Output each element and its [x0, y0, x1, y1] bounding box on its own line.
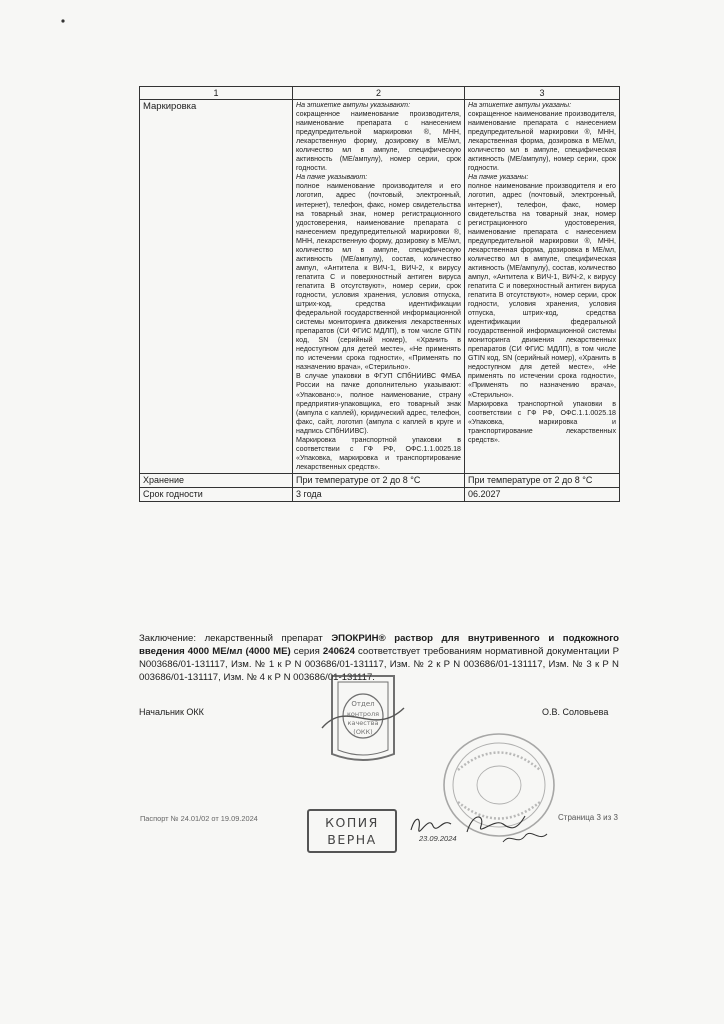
spec-packer-text: В случае упаковки в ФГУП СПбНИИВС ФМБА России на пачке дополнительно указывают: «Упаковано:», полное наименование, страну предприятия-упаковщика, его товарный знак (ампула с каплей), юридический адрес, телефон, факс, сайт, логотип (ампула с каплей в круге и надпись СПбНИИВС). — [296, 372, 461, 435]
spec-pack-title: На пачке указывают: — [296, 173, 368, 182]
marking-fact-cell — [465, 100, 620, 474]
shelf-life-label: Срок годности — [140, 487, 293, 501]
conclusion-part1: лекарственный препарат — [204, 633, 323, 644]
svg-text:Отдел: Отдел — [351, 700, 375, 708]
svg-text:контроля: контроля — [346, 710, 380, 718]
col-header-3: 3 — [465, 87, 620, 100]
spec-ampoule-text: сокращенное наименование производителя, наименование препарата с нанесением предупредительной маркировки ®, МНН, лекарственную форму, дозировку в МЕ/мл, количество мл в ампуле, специфическую активность (МЕ/ампулу), номер серии, срок годности. — [296, 110, 461, 173]
table-row-marking — [140, 100, 620, 474]
marking-spec-cell — [293, 100, 465, 474]
handwritten-signature-icon — [407, 808, 557, 852]
col-header-2: 2 — [293, 87, 465, 100]
department-stamp-icon — [318, 668, 408, 768]
conclusion-part3: соответствует требованиям нормативной документации Р N003686/01-131117, Изм. № 1 к Р N 003686/01-131117, Изм. № 2 к Р N 003686/01-131117, Изм. № 3 к Р N 003686/01-131117, Изм. № 4 к Р N 003686/01-131117. — [139, 646, 619, 683]
scan-mark — [60, 18, 66, 24]
shelf-life-fact: 06.2027 — [465, 487, 620, 501]
table-row-shelf-life — [140, 487, 620, 501]
copy-stamp-line1: КОПИЯ — [325, 815, 379, 830]
marking-label: Маркировка — [140, 100, 293, 474]
table-header-row — [140, 87, 620, 100]
conclusion-part2: серия — [293, 646, 320, 657]
fact-ampoule-text: сокращенное наименование производителя, наименование препарата с нанесением предупредительной маркировки ®, МНН, лекарственная форма, дозировка в МЕ/мл, количество мл в ампуле, специфическая активность (МЕ/ампулу), номер серии, срок годности. — [468, 110, 616, 173]
signature-title: Начальник ОКК — [139, 707, 204, 717]
spec-pack-text: полное наименование производителя и его логотип, адрес (почтовый, электронный, интернет), телефон, факс, номер свидетельства на товарный знак, номер регистрационного удостоверения, наименование препарата с нанесением предупредительной маркировки ®, МНН, лекарственную форму, дозировку в МЕ/мл, количество мл в ампуле, специфическую активность (МЕ/ампулу), состав, количество ампул, «Антитела к ВИЧ-1, ВИЧ-2, к вирусу гепатита С и поверхностный антиген вируса гепатита В отсутствуют», номер серии, срок годности, условия хранения, условия отпуска, штрих-код, средства идентификации федеральной государственной информационной системы мониторинга движения лекарственных препаратов (СИ ФГИС МДЛП), в том числе GTIN код, SN (серийный номер), «Хранить в недоступном для детей месте», «Не применять по истечении срока годности», «Применять по назначению врача», «Стерильно». — [296, 182, 461, 372]
col-header-1: 1 — [140, 87, 293, 100]
spec-ampoule-title: На этикетке ампулы указывают: — [296, 101, 411, 109]
copy-stamp-line2: ВЕРНА — [327, 832, 377, 847]
fact-transport-text: Маркировка транспортной упаковки в соответствии с ГФ РФ, ОФС.1.1.0025.18 «Упаковка, маркировка и транспортирование лекарственных средств». — [468, 399, 616, 444]
spec-transport-text: Маркировка транспортной упаковки в соответствии с ГФ РФ, ОФС.1.1.0025.18 «Упаковка, маркировка и транспортирование лекарственных средств». — [296, 435, 461, 471]
conclusion-drug: ЭПОКРИН® раствор для внутривенного и подкожного введения 4000 МЕ/мл (4000 МЕ) — [139, 633, 619, 657]
storage-label: Хранение — [140, 473, 293, 487]
conclusion-series: 240624 — [322, 646, 355, 657]
signature-name: О.В. Соловьева — [542, 707, 609, 717]
fact-ampoule-title: На этикетке ампулы указаны: — [468, 101, 572, 109]
footer-page-number: Страница 3 из 3 — [558, 813, 618, 822]
table-row-storage — [140, 473, 620, 487]
storage-fact: При температуре от 2 до 8 °С — [465, 473, 620, 487]
conclusion-lead: Заключение: — [139, 633, 197, 644]
storage-spec: При температуре от 2 до 8 °С — [293, 473, 465, 487]
svg-text:качества: качества — [347, 719, 379, 727]
footer-passport: Паспорт № 24.01/02 от 19.09.2024 — [140, 814, 258, 823]
spec-table — [139, 86, 620, 502]
fact-pack-title: На пачке указаны: — [468, 173, 529, 182]
handwritten-date: 23.09.2024 — [419, 834, 457, 843]
copy-certified-stamp — [307, 809, 397, 853]
fact-pack-text: полное наименование производителя и его логотип, адрес (почтовый, электронный, интернет), телефон, факс, номер свидетельства на товарный знак, номер регистрационного удостоверения, наименование препарата с нанесением предупредительной маркировки ®, МНН, лекарственная форма, дозировка в МЕ/мл, количество мл в ампуле, специфическая активность (МЕ/ампулу), состав, количество ампул, «Антитела к ВИЧ-1, ВИЧ-2, к вирусу гепатита С и поверхностный антиген вируса гепатита В отсутствуют», номер серии, срок годности, условия хранения, условия отпуска, штрих-код, средства идентификации федеральной государственной информационной системы мониторинга движения лекарственных препаратов (СИ ФГИС МДЛП), в том числе GTIN код, SN (серийный номер), «Хранить в недоступном для детей месте», «Не применять по истечении срока годности», «Применять по назначению врача», «Стерильно». — [468, 182, 616, 399]
shelf-life-spec: 3 года — [293, 487, 465, 501]
svg-text:(ОКК): (ОКК) — [353, 728, 373, 736]
